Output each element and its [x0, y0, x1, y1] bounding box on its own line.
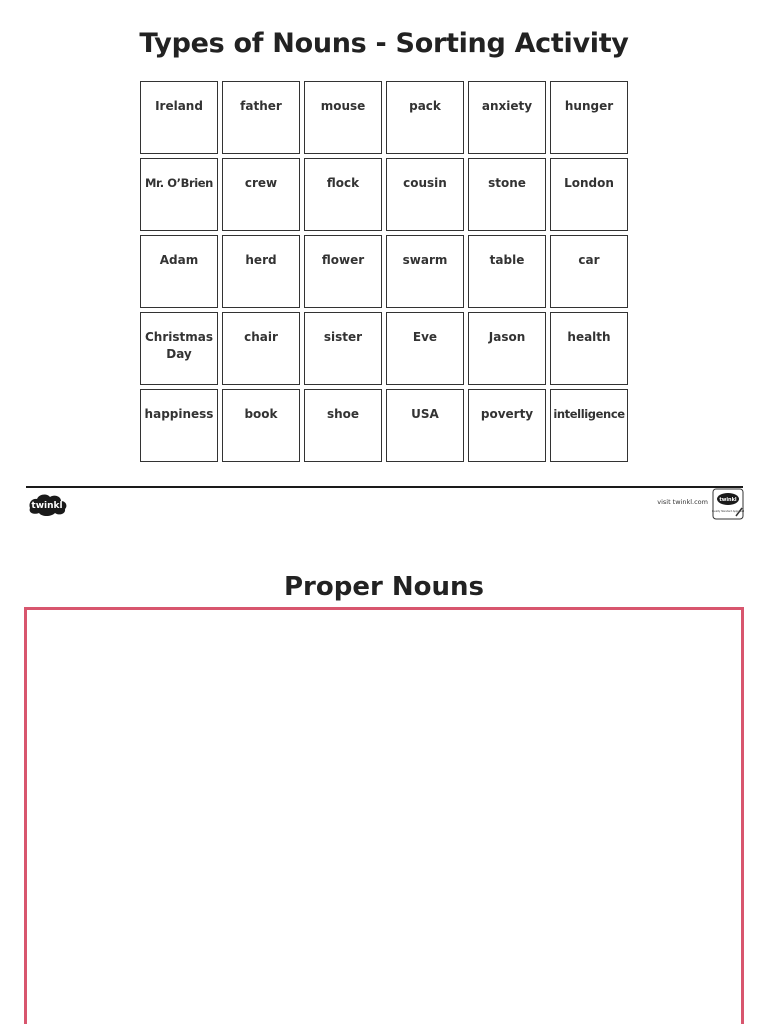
noun-card[interactable]: [386, 389, 464, 462]
noun-card-label: London: [564, 176, 614, 190]
noun-card-label: flower: [321, 253, 365, 267]
noun-card[interactable]: [468, 158, 546, 231]
noun-card[interactable]: [550, 312, 628, 385]
noun-card-label: Christmas Day: [144, 330, 213, 361]
noun-card-label: stone: [488, 176, 526, 190]
noun-card-label: Mr. O’Brien: [145, 176, 213, 190]
noun-card[interactable]: [550, 389, 628, 462]
noun-card-label: chair: [244, 330, 278, 344]
noun-card[interactable]: [550, 158, 628, 231]
noun-card[interactable]: [550, 235, 628, 308]
noun-card-label: poverty: [480, 407, 534, 421]
noun-card-label: cousin: [403, 176, 447, 190]
noun-card-label: happiness: [144, 407, 214, 421]
noun-card[interactable]: [386, 312, 464, 385]
noun-card-label: Ireland: [155, 99, 203, 113]
noun-card-label: Jason: [488, 330, 526, 344]
noun-card-grid: [140, 81, 630, 462]
noun-card[interactable]: [222, 235, 300, 308]
noun-card-label: intelligence: [553, 407, 625, 421]
noun-card-label: herd: [245, 253, 277, 267]
noun-card[interactable]: [140, 235, 218, 308]
noun-card-label: car: [578, 253, 600, 267]
twinkl-logo-text: twinkl: [31, 501, 63, 511]
page-title: Types of Nouns - Sorting Activity: [139, 28, 629, 59]
section-title: Proper Nouns: [284, 572, 484, 602]
noun-card[interactable]: [386, 81, 464, 154]
footer-divider: [26, 486, 743, 488]
noun-card-label: father: [240, 99, 282, 113]
noun-card[interactable]: [550, 81, 628, 154]
noun-card[interactable]: [222, 389, 300, 462]
noun-card[interactable]: [140, 312, 218, 385]
twinkl-logo-icon[interactable]: [26, 492, 68, 517]
noun-card[interactable]: [222, 312, 300, 385]
noun-card-label: Adam: [159, 253, 199, 267]
noun-card-label: health: [567, 330, 611, 344]
noun-card-label: Eve: [412, 330, 438, 344]
proper-nouns-drop-area[interactable]: [24, 607, 744, 1024]
noun-card-label: pack: [409, 99, 441, 113]
noun-card-label: shoe: [326, 407, 360, 421]
noun-card[interactable]: [304, 389, 382, 462]
noun-card-label: anxiety: [481, 99, 533, 113]
noun-card-label: mouse: [320, 99, 366, 113]
noun-card-label: swarm: [402, 253, 448, 267]
badge-caption: Quality Standard Approved: [712, 510, 744, 513]
noun-card[interactable]: [468, 235, 546, 308]
noun-card[interactable]: [468, 81, 546, 154]
noun-card-label: hunger: [564, 99, 614, 113]
noun-card[interactable]: [304, 158, 382, 231]
noun-card[interactable]: [140, 158, 218, 231]
noun-card[interactable]: [304, 312, 382, 385]
quality-standard-badge-icon: [712, 488, 744, 520]
noun-card[interactable]: [386, 158, 464, 231]
noun-card[interactable]: [140, 81, 218, 154]
noun-card[interactable]: [468, 312, 546, 385]
noun-card[interactable]: [222, 158, 300, 231]
noun-card-label: sister: [323, 330, 363, 344]
noun-card-label: table: [489, 253, 525, 267]
noun-card[interactable]: [386, 235, 464, 308]
noun-card[interactable]: [222, 81, 300, 154]
noun-card[interactable]: [304, 81, 382, 154]
badge-logo-text: twinkl: [719, 497, 737, 503]
noun-card-label: flock: [326, 176, 360, 190]
noun-card[interactable]: [140, 389, 218, 462]
noun-card[interactable]: [304, 235, 382, 308]
visit-link[interactable]: visit twinkl.com: [657, 498, 708, 506]
noun-card-label: crew: [244, 176, 278, 190]
noun-card[interactable]: [468, 389, 546, 462]
noun-card-label: USA: [411, 407, 439, 421]
noun-card-label: book: [244, 407, 278, 421]
